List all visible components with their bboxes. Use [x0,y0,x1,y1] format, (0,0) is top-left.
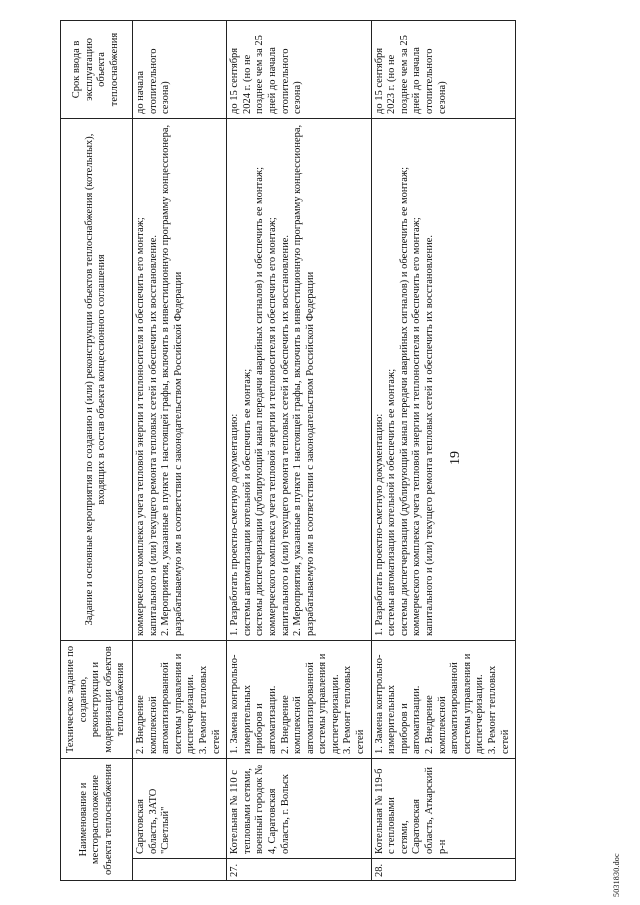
deadline-cell: до 15 сентября 2024 г. (но не позднее чем за 25 дней до начала отопительного сезона) [227,20,372,118]
measures-cell [371,118,516,640]
concession-table [60,20,516,881]
measures-cell [132,118,226,640]
task-item: 1. Замена контрольно-измерительных приборов и автоматизации. [229,654,278,754]
table-row [132,20,226,880]
row-number: 28. [371,859,516,881]
object-name: Котельная № 119-б с тепловыми сетями, Саратовская область, Аткарский р-н [371,758,516,858]
task-item: 3. Ремонт тепловых сетей [342,665,367,754]
page-number: 19 [448,451,463,465]
table-row [371,20,516,880]
task-cell [227,640,372,758]
header-measures: Задание и основные мероприятия по созданию и (или) реконструкции объектов теплоснабжения (котельных), входящих в состав объекта концессионного соглашения [61,118,133,640]
measure-item: коммерческого комплекса учета тепловой энергии и теплоносителя и обеспечить его монтаж; [266,217,278,636]
measure-item: капитального и (или) текущего ремонта тепловых сетей и обеспечить их восстановление. [424,235,436,636]
measure-item: системы диспетчеризации (дублирующий канал передачи аварийных сигналов) и обеспечить ее монтаж; [398,166,410,636]
task-item: 3. Ремонт тепловых сетей [197,665,222,754]
measure-item: 1. Разработать проектно-сметную документацию: [373,413,385,636]
deadline-cell: до начала отопительного сезона) [132,20,226,118]
measure-item: 1. Разработать проектно-сметную документацию: [229,413,241,636]
measures-cell [227,118,372,640]
task-item: 2. Внедрение комплексной автоматизированной системы управления и диспетчеризации. [279,653,341,754]
header-task: Техническое задание по созданию, реконструкции и модернизации объектов теплоснабжения [61,640,133,758]
deadline-cell: до 15 сентября 2023 г. (но не позднее чем за 25 дней до начала отопительного сезона) [371,20,516,118]
measure-item: системы автоматизации котельной и обеспечить ее монтаж; [241,368,253,636]
measure-item: коммерческого комплекса учета тепловой энергии и теплоносителя и обеспечить его монтаж; [411,217,423,636]
task-item: 2. Внедрение комплексной автоматизированной системы управления и диспетчеризации. [424,653,486,754]
header-deadline: Срок ввода в эксплуатацию объекта теплоснабжения [61,20,133,118]
table-header-row [61,20,133,880]
object-name: Котельная № 110 с тепловыми сетями, военный городок № 4, Саратовская область, г. Вольск [227,758,372,858]
task-cell [132,640,226,758]
measure-item: 2. Мероприятия, указанные в пункте 1 настоящей графы, включить в инвестиционную программу концессионера, разрабатываемую им в соответствии с законодательством Российской Федерации [292,124,316,636]
measure-item: капитального и (или) текущего ремонта тепловых сетей и обеспечить их восстановление. [279,235,291,636]
measure-item: 2. Мероприятия, указанные в пункте 1 настоящей графы, включить в инвестиционную программу концессионера, разрабатываемую им в соответствии с законодательством Российской Федерации [160,124,184,636]
header-name: Наименование и месторасположение объекта теплоснабжения [61,758,133,880]
measure-item: системы диспетчеризации (дублирующий канал передачи аварийных сигналов) и обеспечить ее монтаж; [254,166,266,636]
row-number: 27. [227,859,372,881]
task-item: 1. Замена контрольно-измерительных приборов и автоматизации. [373,654,423,754]
table-row [227,20,372,880]
measure-item: капитального и (или) текущего ремонта тепловых сетей и обеспечить их восстановление. [147,235,159,636]
object-name: Саратовская область, ЗАТО "Светлый" [132,758,226,858]
task-item: 2. Внедрение комплексной автоматизированной системы управления и диспетчеризации. [134,653,197,754]
measure-item: коммерческого комплекса учета тепловой энергии и теплоносителя и обеспечить его монтаж; [134,217,146,636]
footer-doc-code: 5031830.doc [612,853,621,897]
measure-item: системы автоматизации котельной и обеспечить ее монтаж; [386,368,398,636]
task-item: 3. Ремонт тепловых сетей [487,665,511,754]
row-number [132,859,226,881]
task-cell [371,640,516,758]
